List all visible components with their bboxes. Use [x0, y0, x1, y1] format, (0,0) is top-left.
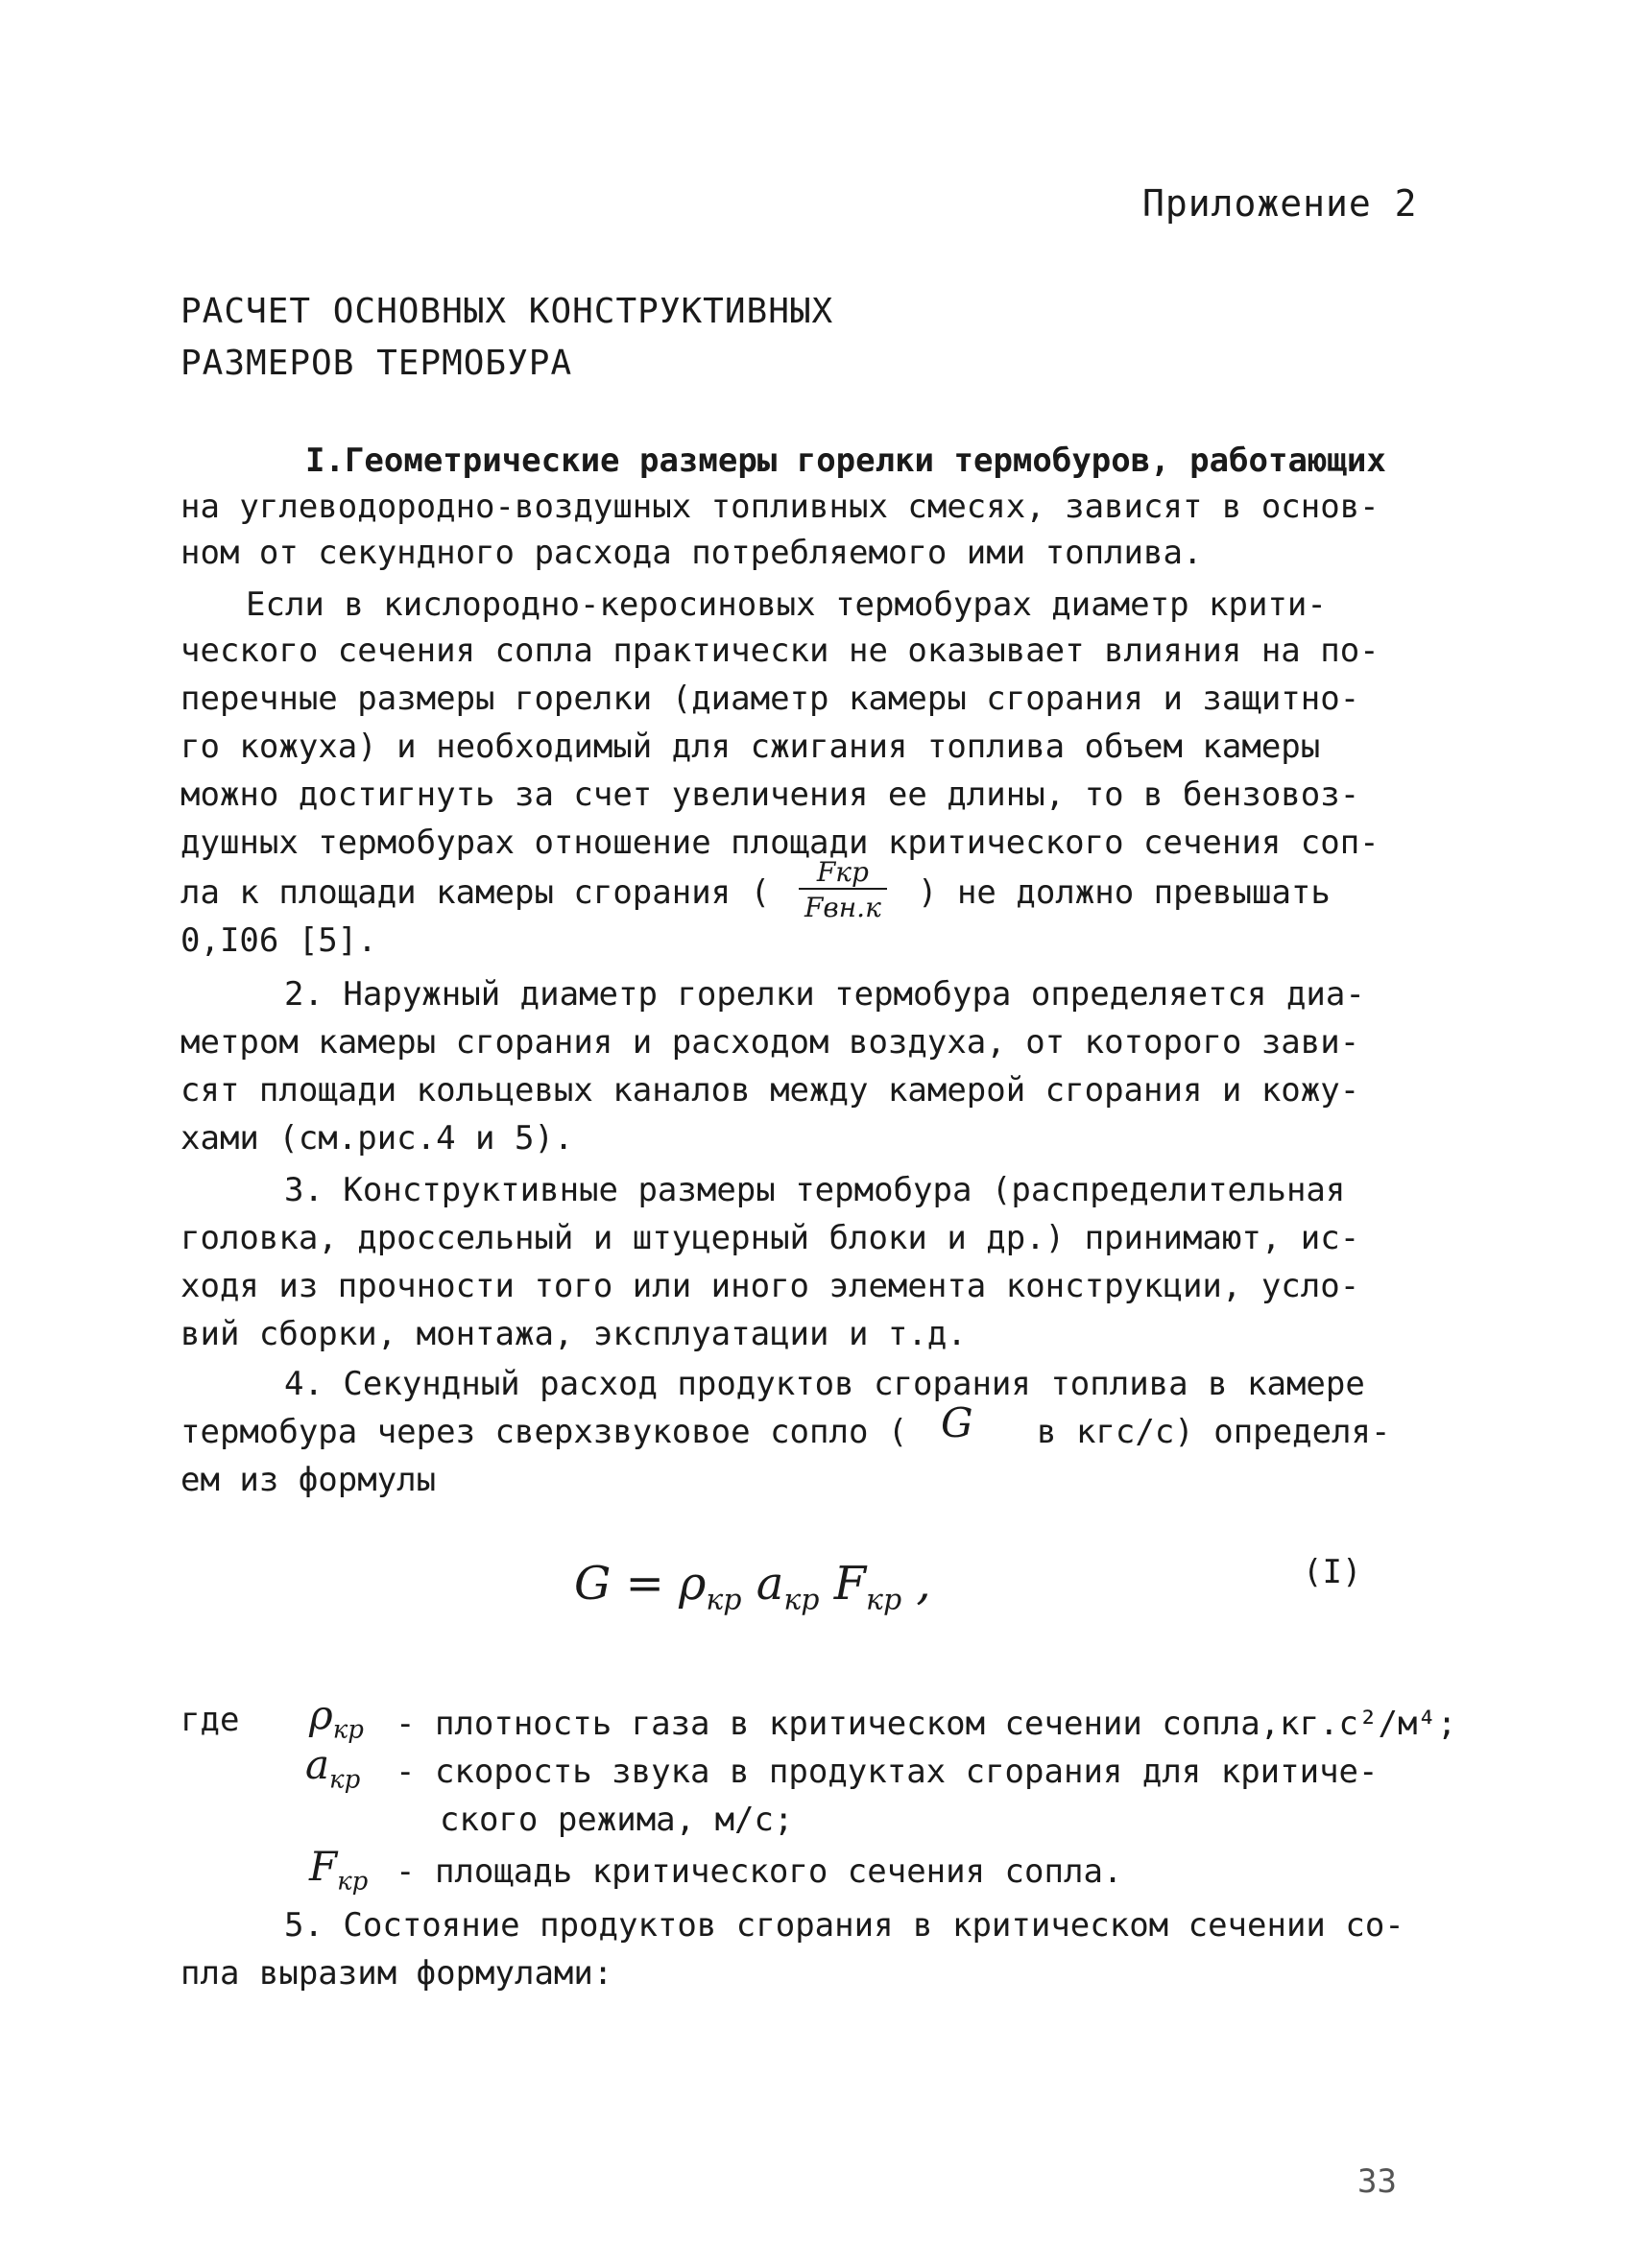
- para3-line4: хами (см.рис.4 и 5).: [180, 1119, 574, 1158]
- def-F-letter: F: [309, 1843, 338, 1890]
- para3-line1: 2. Наружный диаметр горелки термобура определяется диа-: [284, 975, 1365, 1014]
- para2-line6: душных термобурах отношение площади критического сечения соп-: [180, 824, 1380, 862]
- def-a-text-1: - скорость звука в продуктах сгорания для критиче-: [396, 1753, 1379, 1791]
- formula-F: F: [833, 1557, 867, 1611]
- para2-line7-end: ) не должно превышать: [918, 873, 1331, 912]
- formula-comma: ,: [916, 1557, 931, 1611]
- para4-line4: вий сборки, монтажа, эксплуатации и т.д.: [180, 1315, 967, 1353]
- fraction-denominator: Fвн.к: [804, 892, 881, 923]
- para3-line2: метром камеры сгорания и расходом воздуха, от которого зави-: [180, 1023, 1360, 1062]
- section-title: [180, 286, 833, 390]
- def-a-text-2: ского режима, м/с;: [440, 1801, 794, 1839]
- para1-line2: на углеводородно-воздушных топливных смесях, зависят в основ-: [180, 488, 1380, 526]
- para5-line1: 4. Секундный расход продуктов сгорания топлива в камере: [284, 1365, 1365, 1403]
- def-a-symbol: [305, 1741, 360, 1794]
- title-line-1: РАСЧЕТ ОСНОВНЫХ КОНСТРУКТИВНЫХ: [180, 292, 834, 331]
- def-F-text: - площадь критического сечения сопла.: [396, 1852, 1123, 1891]
- formula-a-sub: кр: [783, 1583, 820, 1617]
- para6-line1: 5. Состояние продуктов сгорания в критическом сечении со-: [284, 1906, 1404, 1945]
- para5-line2-start: термобура через сверхзвуковое сопло (: [180, 1413, 908, 1451]
- para2-line2: ческого сечения сопла практически не оказывает влияния на по-: [180, 632, 1380, 670]
- fraction-numerator: Fкр: [799, 856, 887, 890]
- def-a-letter: a: [305, 1741, 330, 1788]
- para6-line2: пла выразим формулами:: [180, 1954, 613, 1993]
- symbol-G-inline: G: [941, 1399, 973, 1446]
- para5-line2-end: в кгс/с) определя-: [1037, 1413, 1391, 1451]
- page-number: 33: [1357, 2162, 1397, 2201]
- def-rho-letter: ρ: [309, 1691, 333, 1738]
- formula-a: a: [756, 1557, 784, 1611]
- def-F-symbol: [309, 1843, 368, 1896]
- title-line-2: РАЗМЕРОВ ТЕРМОБУРА: [180, 344, 573, 383]
- def-rho-sub: кр: [332, 1715, 364, 1745]
- para4-line2: головка, дроссельный и штуцерный блоки и др.) принимают, ис-: [180, 1219, 1360, 1257]
- area-ratio-fraction: [799, 856, 887, 923]
- def-a-sub: кр: [329, 1765, 361, 1795]
- para3-line3: сят площади кольцевых каналов между камерой сгорания и кожу-: [180, 1071, 1360, 1110]
- formula-F-sub: кр: [866, 1583, 902, 1617]
- def-F-sub: кр: [337, 1867, 369, 1897]
- para2-line7-start: ла к площади камеры сгорания (: [180, 873, 771, 912]
- para1-line3: ном от секундного расхода потребляемого ими топлива.: [180, 534, 1203, 572]
- def-rho-symbol: [309, 1691, 364, 1744]
- appendix-label: Приложение 2: [1142, 182, 1418, 225]
- para5-line3: ем из формулы: [180, 1461, 437, 1499]
- formula-1: [574, 1557, 931, 1617]
- para2-line1: Если в кислородно-керосиновых термобурах диаметр крити-: [246, 585, 1327, 624]
- formula-equals: =: [625, 1557, 664, 1611]
- formula-rho: ρ: [679, 1557, 707, 1611]
- def-rho-text: - плотность газа в критическом сечении сопла,кг.с²/м⁴;: [396, 1705, 1457, 1743]
- para4-line1: 3. Конструктивные размеры термобура (распределительная: [284, 1171, 1346, 1209]
- formula-number: (I): [1303, 1553, 1362, 1591]
- para4-line3: ходя из прочности того или иного элемента конструкции, усло-: [180, 1267, 1360, 1305]
- para2-line4: го кожуха) и необходимый для сжигания топлива объем камеры: [180, 728, 1321, 766]
- para1-line1: I.Геометрические размеры горелки термобуров, работающих: [305, 442, 1386, 480]
- formula-G: G: [574, 1557, 612, 1611]
- para2-line5: можно достигнуть за счет увеличения ее длины, то в бензовоз-: [180, 776, 1360, 814]
- formula-rho-sub: кр: [706, 1583, 742, 1617]
- where-label: где: [180, 1701, 240, 1739]
- para2-line3: перечные размеры горелки (диаметр камеры сгорания и защитно-: [180, 680, 1360, 718]
- para2-line8: 0,I06 [5].: [180, 921, 377, 960]
